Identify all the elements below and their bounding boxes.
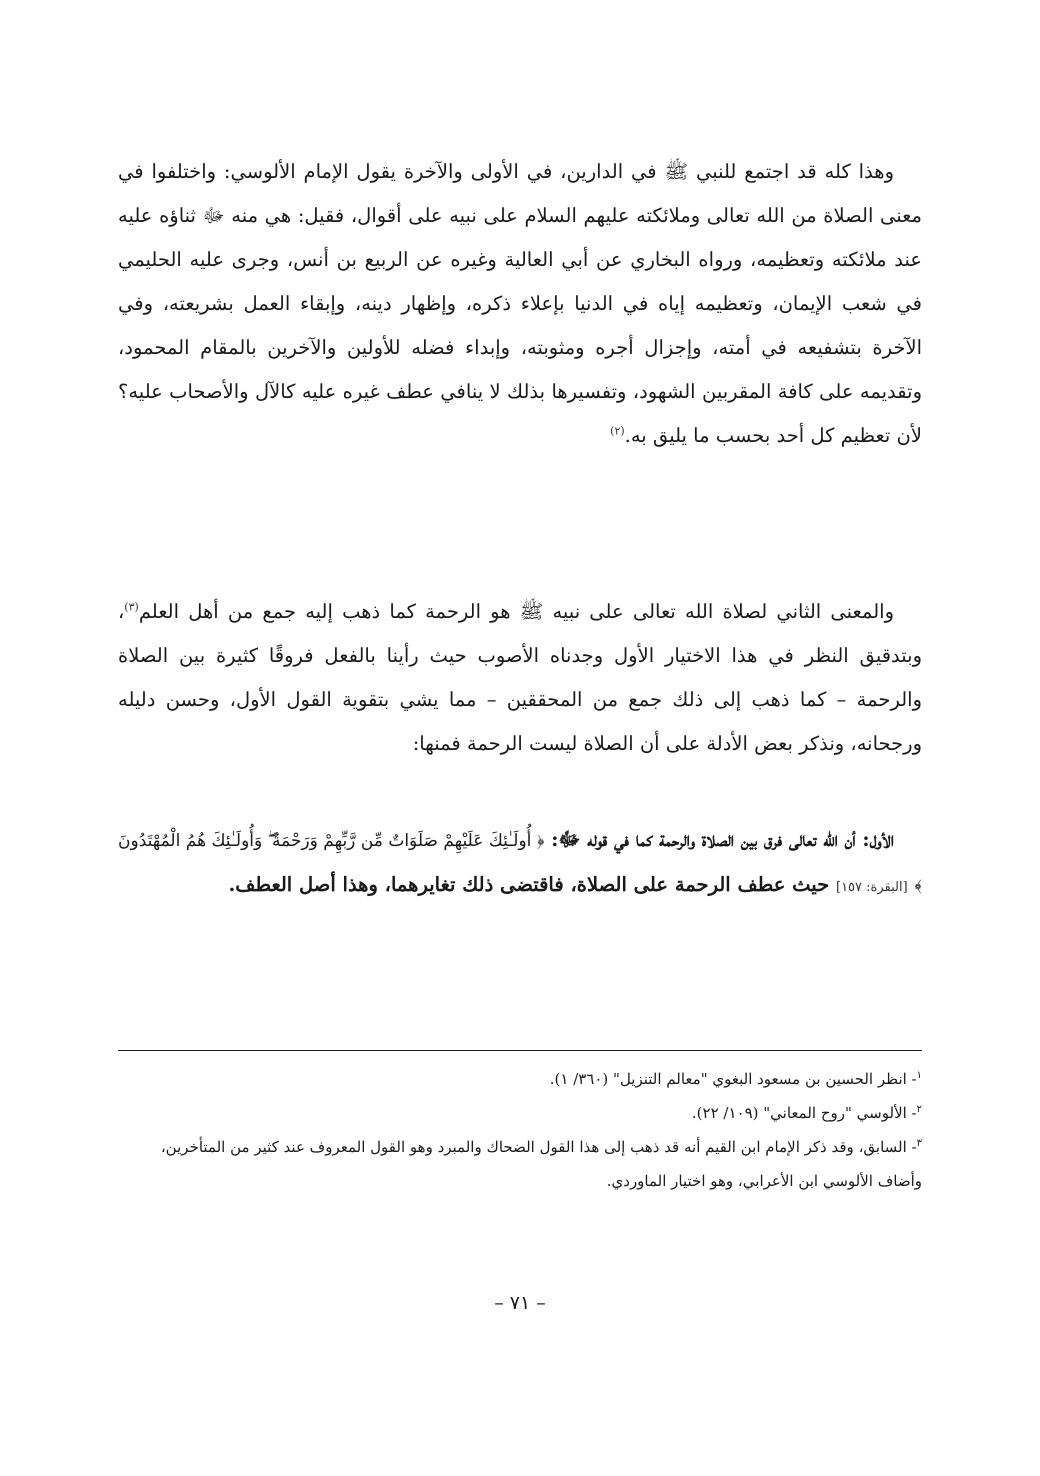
footnote-ref-3: (٣): [124, 600, 139, 614]
paragraph-2-text: [118, 590, 922, 766]
paragraph-3-conclusion: حيث عطف الرحمة على الصلاة، فاقتضى ذلك تغايرهما، وهذا أصل العطف.: [228, 873, 830, 896]
footnote-3: [118, 1130, 922, 1198]
footnote-text: - السابق، وقد ذكر الإمام ابن القيم أنه قد ذهب إلى هذا القول الضحاك والمبرد وهو القول المعروف عند كثير من المتأخرين، وأضاف الألوسي ابن الأعرابي، وهو اختيار الماوردي.: [160, 1138, 922, 1190]
footnote-divider: [118, 1050, 922, 1051]
page-number: – ٧١ –: [494, 1292, 546, 1314]
paragraph-3: [118, 818, 922, 910]
paragraph-1: [118, 150, 922, 458]
footnote-number: ٢: [916, 1104, 922, 1115]
paragraph-3-intro: أن الله تعالى فرق بين الصلاة والرحمة كما في قوله ﷻ:: [551, 828, 856, 851]
footnote-text: - الألوسي "روح المعاني" (١٠٩/ ٢٢).: [691, 1104, 917, 1122]
footnote-number: ٣: [916, 1138, 922, 1149]
paragraph-2-body-start: والمعنى الثاني لصلاة الله تعالى على نبيه ﷺ هو الرحمة كما ذهب إليه جمع من أهل العلم: [138, 600, 894, 623]
paragraph-2: [118, 590, 922, 766]
quran-verse: ﴿ أُولَـٰئِكَ عَلَيْهِمْ صَلَوَاتٌ مِّن رَّبِّهِمْ وَرَحْمَةٌ ۖ وَأُولَـٰئِكَ هُمُ الْمُهْتَدُونَ ﴾: [118, 831, 922, 896]
footnote-1: [118, 1062, 922, 1096]
verse-reference: [البقرة: ١٥٧]: [836, 880, 908, 895]
point-label: الأول:: [862, 828, 895, 851]
paragraph-3-text: [118, 818, 922, 910]
footnotes-section: [118, 1062, 922, 1198]
footnote-number: ١: [916, 1070, 922, 1081]
paragraph-1-text: [118, 150, 922, 458]
footnote-ref-2: (٢): [610, 424, 625, 438]
paragraph-2-body-end: ، وبتدقيق النظر في هذا الاختيار الأول وجدناه الأصوب حيث رأينا بالفعل فروقًا كثيرة بين الصلاة والرحمة – كما ذهب إلى ذلك جمع من المحققين – مما يشي بتقوية القول الأول، وحسن دليله ورجحانه، ونذكر بعض الأدلة على أن الصلاة ليست الرحمة فمنها:: [118, 600, 922, 755]
footnote-2: [118, 1096, 922, 1130]
paragraph-1-body: وهذا كله قد اجتمع للنبي ﷺ في الدارين، في الأولى والآخرة يقول الإمام الألوسي: واختلفوا في معنى الصلاة من الله تعالى وملائكته عليهم السلام على نبيه على أقوال، فقيل: هي منه ﷻ ثناؤه عليه عند ملائكته وتعظيمه، ورواه البخاري عن أبي العالية وغيره عن الربيع بن أنس، وجرى عليه الحليمي في شعب الإيمان، وتعظيمه إياه في الدنيا بإعلاء ذكره، وإظهار دينه، وإبقاء العمل بشريعته، وفي الآخرة بتشفيعه في أمته، وإجزال أجره ومثوبته، وإبداء فضله للأولين والآخرين بالمقام المحمود، وتقديمه على كافة المقربين الشهود، وتفسيرها بذلك لا ينافي عطف غيره عليه كالآل والأصحاب عليه؟ لأن تعظيم كل أحد بحسب ما يليق به.: [118, 160, 922, 447]
footnote-text: - انظر الحسين بن مسعود البغوي "معالم التنزيل" (٣٦٠/ ١).: [549, 1070, 917, 1088]
